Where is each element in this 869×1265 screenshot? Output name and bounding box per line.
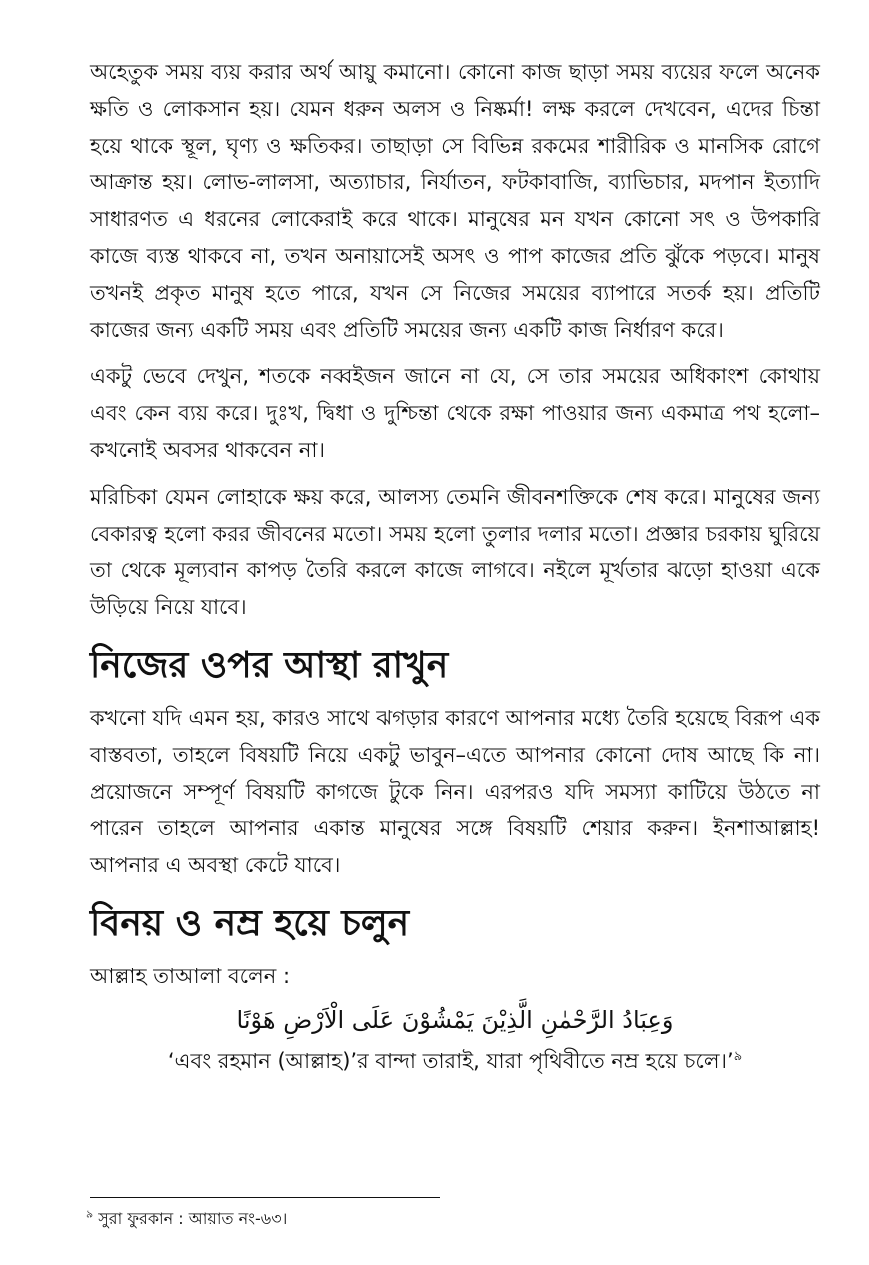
paragraph-rust: মরিচিকা যেমন লোহাকে ক্ষয় করে, আলস্য তেমনি জীবনশক্তিকে শেষ করে। মানুষের জন্য বেকারত্ব হলো করর জীবনের মতো। সময় হলো তুলার দলার মতো। প্রজ্ঞার চরকায় ঘুরিয়ে তা থেকে মূল্যবান কাপড় তৈরি করলে কাজে লাগবে। নইলে মূর্খতার ঝড়ো হাওয়া একে উড়িয়ে নিয়ে যাবে। [90,484,820,620]
footnote [86,1207,287,1231]
footnote-divider [90,1197,440,1198]
page-body [90,54,820,1080]
paragraph-time-waste: অহেতুক সময় ব্যয় করার অর্থ আয়ু কমানো। কোনো কাজ ছাড়া সময় ব্যয়ের ফলে অনেক ক্ষতি ও লোকসান হয়। যেমন ধরুন অলস ও নিষ্কর্মা! লক্ষ করলে দেখবেন, এদের চিন্তা হয়ে থাকে স্থূল, ঘৃণ্য ও ক্ষতিকর। তাছাড়া সে বিভিন্ন রকমের শারীরিক ও মানসিক রোগে আক্রান্ত হয়। লোভ-লালসা, অত্যাচার, নির্যাতন, ফটকাবাজি, ব্যাভিচার, মদপান ইত্যাদি সাধারণত এ ধরনের লোকেরাই করে থাকে। মানুষের মন যখন কোনো সৎ ও উপকারি কাজে ব্যস্ত থাকবে না, তখন অনায়াসেই অসৎ ও পাপ কাজের প্রতি ঝুঁকে পড়বে। মানুষ তখনই প্রকৃত মানুষ হতে পারে, যখন সে নিজের সময়ের ব্যাপারে সতর্ক হয়। প্রতিটি কাজের জন্য একটি সময় এবং প্রতিটি সময়ের জন্য একটি কাজ নির্ধারণ করে। [90,60,820,342]
arabic-verse: وَعِبَادُ الرَّحْمٰنِ الَّذِيْنَ يَمْشُوْنَ عَلَى الْاَرْضِ هَوْنًا [236,1005,674,1034]
footnote-text: সুরা ফুরকান : আয়াত নং-৬৩। [98,1209,288,1228]
footnote-marker: ৯ [86,1207,94,1221]
quote-intro: আল্লাহ তাআলা বলেন : [90,963,291,988]
footnote-reference-marker: ৯ [733,1048,743,1064]
paragraph-think: একটু ভেবে দেখুন, শতকে নব্বইজন জানে না যে, সে তার সময়ের অধিকাংশ কোথায় এবং কেন ব্যয় করে। দুঃখ, দ্বিধা ও দুশ্চিন্তা থেকে রক্ষা পাওয়ার জন্য একমাত্র পথ হলো–কখনোই অবসর থাকবেন না। [90,364,820,462]
verse-translation-text: ‘এবং রহমান (আল্লাহ)’র বান্দা তারাই, যারা পৃথিবীতে নম্র হয়ে চলে।’ [167,1048,734,1073]
heading-trust-yourself: নিজের ওপর আস্থা রাখুন [90,644,449,686]
heading-be-humble: বিনয় ও নম্র হয়ে চলুন [90,902,410,944]
verse-translation [90,1042,820,1080]
paragraph-trust-yourself: কখনো যদি এমন হয়, কারও সাথে ঝগড়ার কারণে আপনার মধ্যে তৈরি হয়েছে বিরূপ এক বাস্তবতা, তাহলে বিষয়টি নিয়ে একটু ভাবুন–এতে আপনার কোনো দোষ আছে কি না। প্রয়োজনে সম্পূর্ণ বিষয়টি কাগজে টুকে নিন। এরপরও যদি সমস্যা কাটিয়ে উঠতে না পারেন তাহলে আপনার একান্ত মানুষের সঙ্গে বিষয়টি শেয়ার করুন। ইনশাআল্লাহ! আপনার এ অবস্থা কেটে যাবে। [90,705,820,878]
